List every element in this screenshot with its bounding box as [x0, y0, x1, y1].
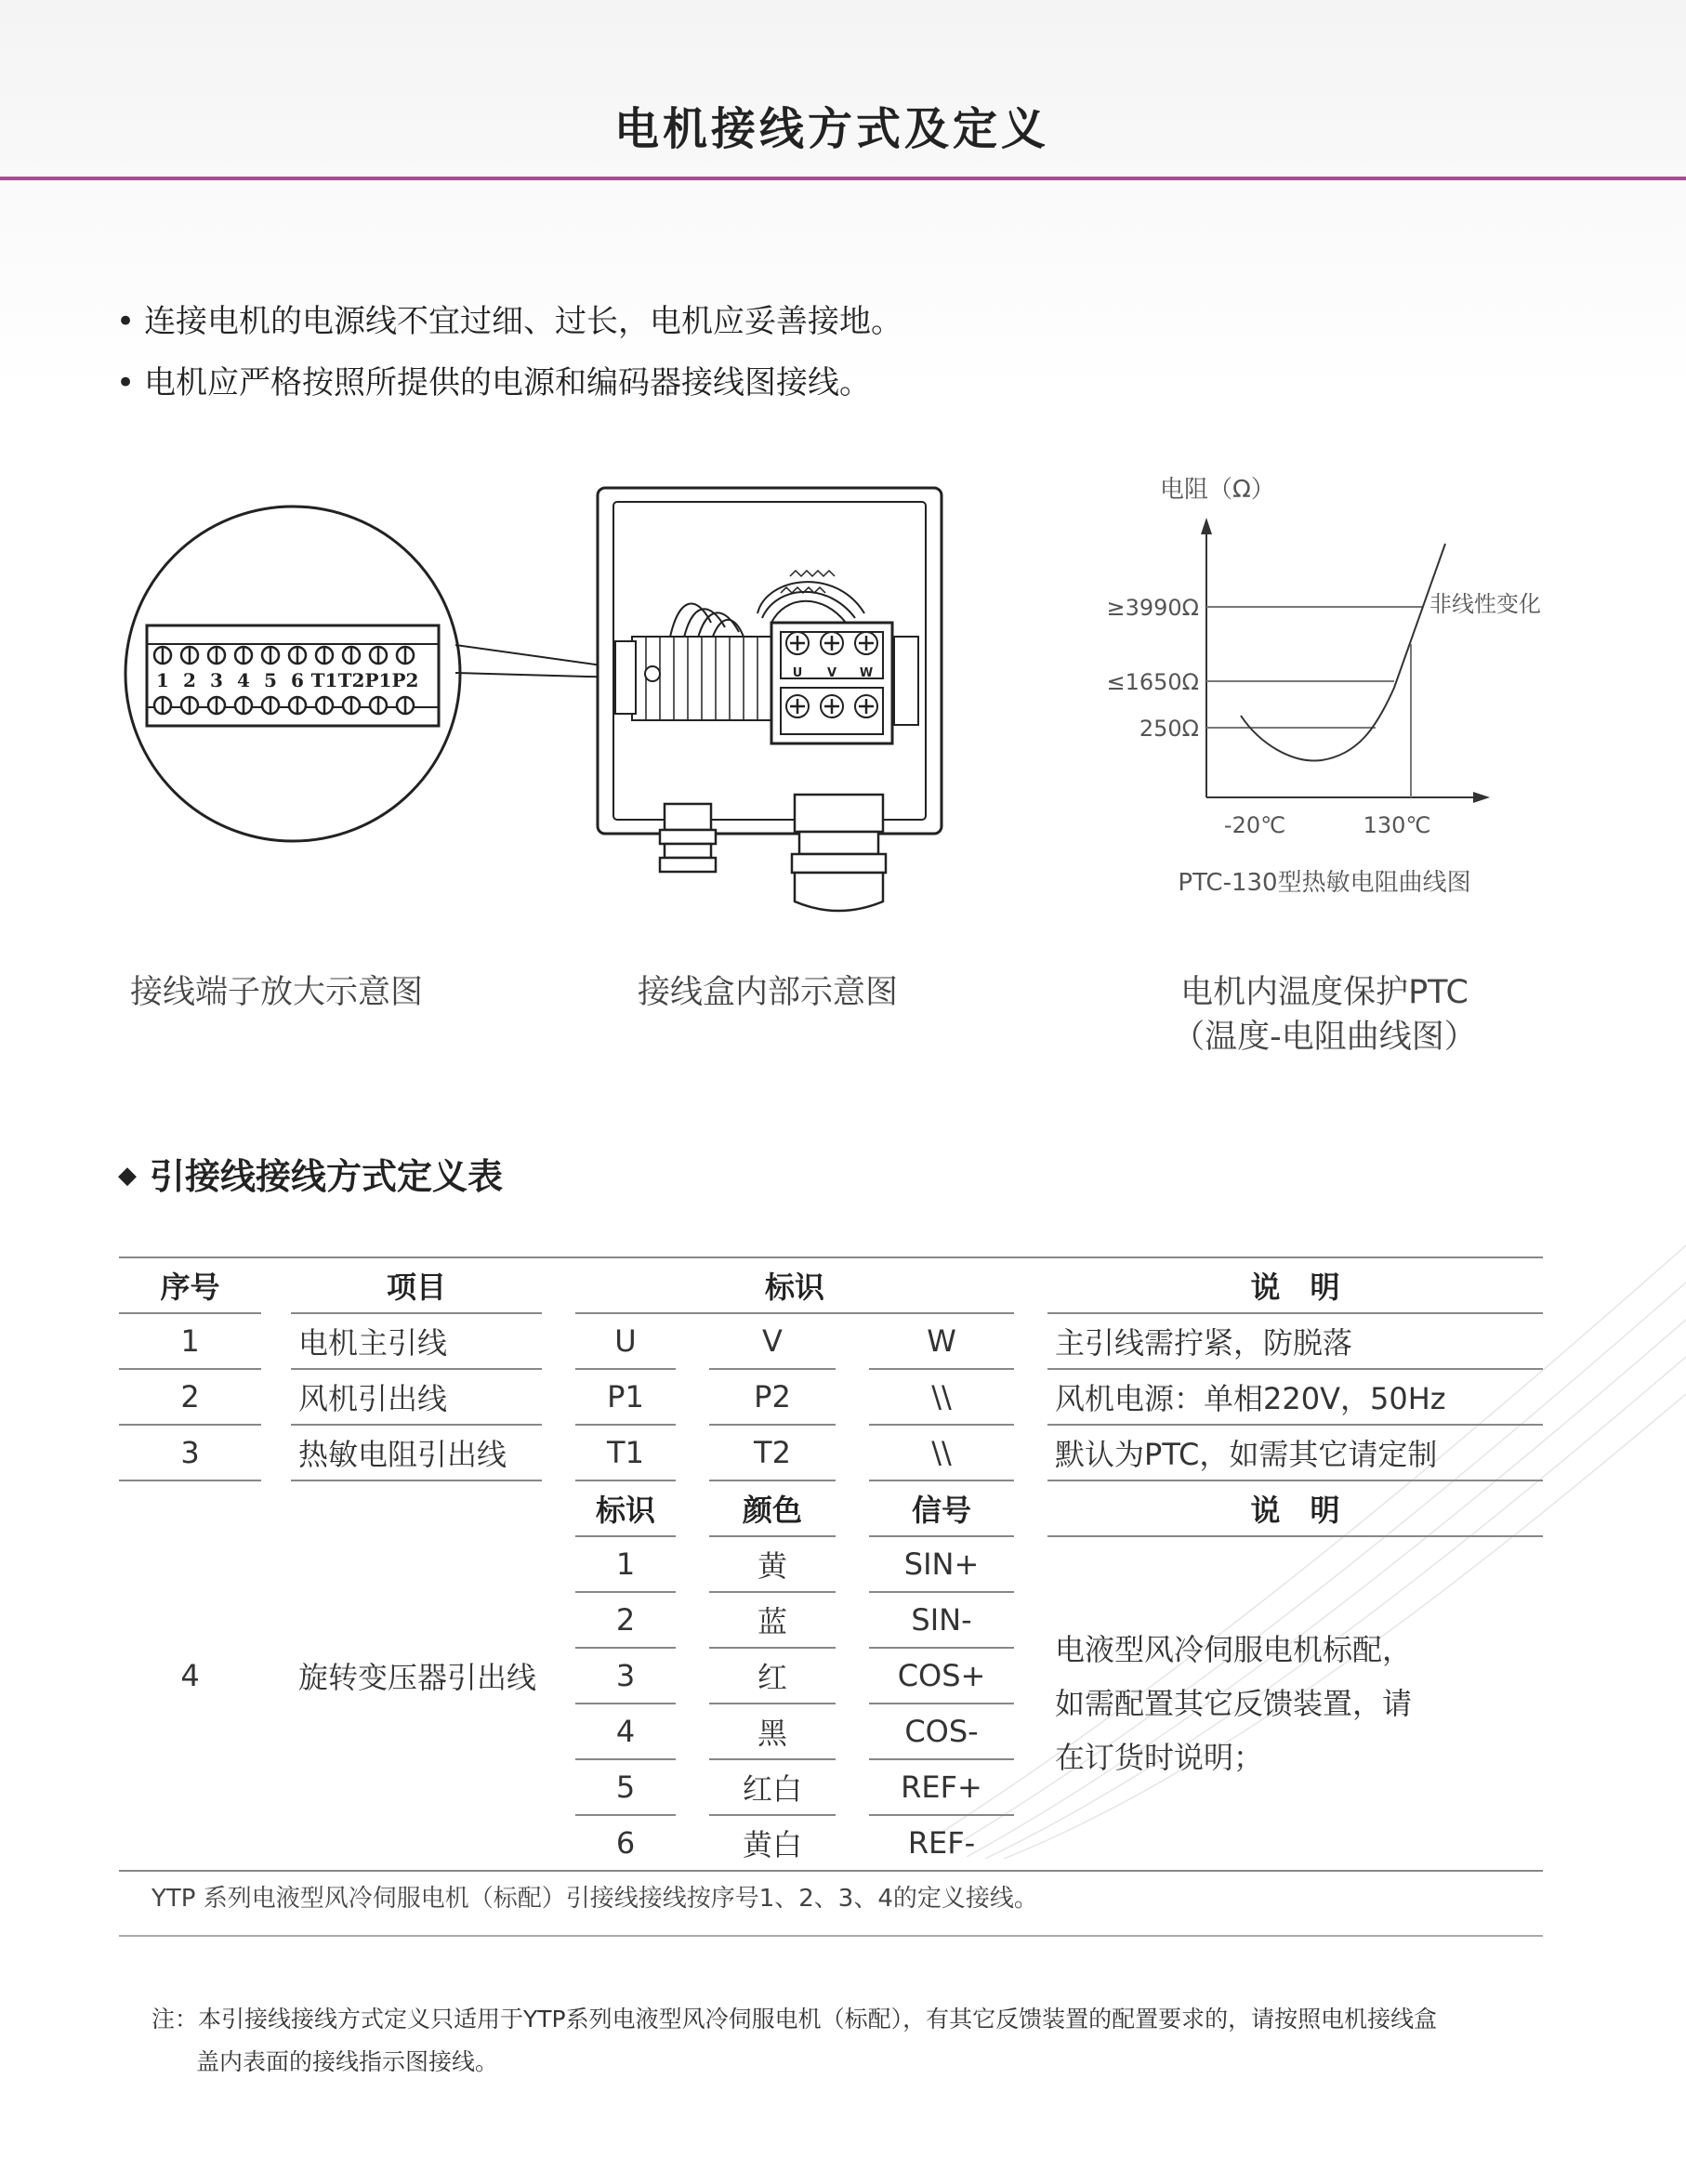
terminal-label: 1 [156, 669, 169, 691]
cell-mark: \\ [869, 1425, 1014, 1480]
cell-color: 黄 [709, 1536, 836, 1592]
cell-seq: 3 [119, 1425, 261, 1480]
note-line: 注：本引接线接线方式定义只适用于YTP系列电液型风冷伺服电机（标配），有其它反馈装置的配置要求的，请按照电机接线盒 [151, 2006, 1438, 2033]
terminal-label: 6 [291, 669, 304, 691]
phase-label-v: V [826, 666, 837, 680]
cell-item: 热敏电阻引出线 [291, 1425, 542, 1480]
cell-mark: W [869, 1313, 1014, 1369]
bullet-text: 电机应严格按照所提供的电源和编码器接线图接线。 [144, 364, 872, 401]
section-title-text: 引接线接线方式定义表 [150, 1156, 504, 1197]
cell-mark: T2 [709, 1425, 836, 1480]
cell-color: 黄白 [742, 1827, 802, 1862]
header-mark: 标识 [575, 1257, 1014, 1313]
desc-line: 在订货时说明； [1055, 1740, 1264, 1775]
caption-terminal: 接线端子放大示意图 [130, 974, 424, 1011]
x-tick-label: -20℃ [1223, 812, 1286, 838]
cell-mark: 1 [575, 1536, 676, 1592]
bullet-item [116, 357, 871, 402]
cell-mark: 5 [575, 1759, 676, 1815]
y-axis-arrow-icon [1201, 518, 1212, 534]
cell-color: 红 [709, 1648, 836, 1704]
bullet-dot-icon: • [116, 303, 136, 340]
phase-label-u: U [792, 666, 803, 680]
terminal-label: 2 [183, 669, 196, 691]
subheader-mark: 标识 [575, 1480, 676, 1536]
curve-annotation: 非线性变化 [1429, 591, 1541, 617]
desc-line: 电液型风冷伺服电机标配， [1055, 1632, 1413, 1667]
cell-item: 旋转变压器引出线 [298, 1660, 537, 1695]
page-title: 电机接线方式及定义 [613, 103, 1049, 155]
chart-title: PTC-130型热敏电阻曲线图 [1178, 869, 1471, 897]
chart-ylabel: 电阻（Ω） [1160, 476, 1275, 504]
cell-color: 蓝 [709, 1592, 836, 1648]
cell-color: 黑 [709, 1704, 836, 1759]
cell-seq: 1 [119, 1313, 261, 1369]
terminal-label: 4 [237, 669, 250, 691]
bullet-dot-icon: • [116, 364, 136, 401]
cell-desc: 默认为PTC，如需其它请定制 [1047, 1425, 1543, 1480]
title-divider [0, 177, 1686, 180]
cell-seq: 2 [119, 1369, 261, 1425]
terminal-magnified-illustration [116, 497, 469, 850]
terminal-label: T1 [310, 669, 338, 691]
resolver-desc [1047, 1536, 1543, 1871]
terminal-label: 3 [210, 669, 223, 691]
cell-signal: REF- [907, 1825, 976, 1861]
header-seq: 序号 [119, 1257, 261, 1313]
cell-mark: 3 [575, 1648, 676, 1704]
table-header-row [119, 1257, 1543, 1313]
subheader-desc: 说 明 [1047, 1480, 1543, 1536]
terminal-label: 5 [264, 669, 277, 691]
bullet-text: 连接电机的电源线不宜过细、过长，电机应妥善接地。 [144, 303, 903, 340]
cell-signal: SIN+ [869, 1536, 1014, 1592]
cell-desc: 风机电源：单相220V，50Hz [1047, 1369, 1543, 1425]
x-tick-label: 130℃ [1363, 812, 1431, 838]
caption-ptc-line1: 电机内温度保护PTC [1180, 974, 1469, 1011]
cell-mark: V [709, 1313, 836, 1369]
table-row [119, 1313, 1543, 1369]
diamond-icon: ◆ [118, 1161, 137, 1190]
terminal-label: T2 [337, 669, 365, 691]
table-row [119, 1425, 1543, 1480]
terminal-label: P1 [364, 669, 392, 691]
y-tick-label: ≤1650Ω [1106, 669, 1199, 695]
cell-mark: P1 [575, 1369, 676, 1425]
terminal-label: P2 [391, 669, 419, 691]
cell-mark: T1 [575, 1425, 676, 1480]
cell-signal: COS- [869, 1704, 1014, 1759]
cell-item: 风机引出线 [291, 1369, 542, 1425]
bullet-item [116, 296, 902, 341]
y-tick-label: 250Ω [1139, 716, 1199, 742]
wiring-definition-table [119, 1256, 1543, 1874]
cell-mark: P2 [709, 1369, 836, 1425]
cell-desc: 主引线需拧紧，防脱落 [1047, 1313, 1543, 1369]
section-title [118, 1148, 503, 1199]
ptc-chart [1078, 465, 1561, 911]
cell-signal: COS+ [869, 1648, 1014, 1704]
caption-ptc-line2: （温度-电阻曲线图） [1172, 1019, 1477, 1056]
x-axis-arrow-icon [1473, 792, 1490, 803]
footnote-divider [119, 1935, 1543, 1937]
subheader-color: 颜色 [709, 1480, 836, 1536]
resolver-header-row [119, 1480, 1543, 1536]
cell-mark: 4 [575, 1704, 676, 1759]
cell-color: 红白 [709, 1759, 836, 1815]
note [151, 1998, 1527, 2084]
cell-item: 电机主引线 [291, 1313, 542, 1369]
caption-box: 接线盒内部示意图 [638, 974, 899, 1011]
header-desc: 说 明 [1047, 1257, 1543, 1313]
subheader-signal: 信号 [869, 1480, 1014, 1536]
cell-seq: 4 [180, 1658, 200, 1693]
table-footnote: YTP 系列电液型风冷伺服电机（标配）引接线接线按序号1、2、3、4的定义接线。 [151, 1885, 1038, 1913]
cell-mark: 6 [615, 1825, 636, 1861]
table-row [119, 1369, 1543, 1425]
cell-mark: U [575, 1313, 676, 1369]
header-item: 项目 [291, 1257, 542, 1313]
cell-signal: SIN- [869, 1592, 1014, 1648]
desc-line: 如需配置其它反馈装置，请 [1055, 1686, 1413, 1721]
cell-mark: 2 [575, 1592, 676, 1648]
phase-label-w: W [859, 666, 874, 680]
junction-box-illustration [595, 483, 948, 915]
cell-mark: \\ [869, 1369, 1014, 1425]
note-line: 盖内表面的接线指示图接线。 [196, 2048, 499, 2075]
cell-signal: REF+ [869, 1759, 1014, 1815]
y-tick-label: ≥3990Ω [1106, 595, 1199, 621]
